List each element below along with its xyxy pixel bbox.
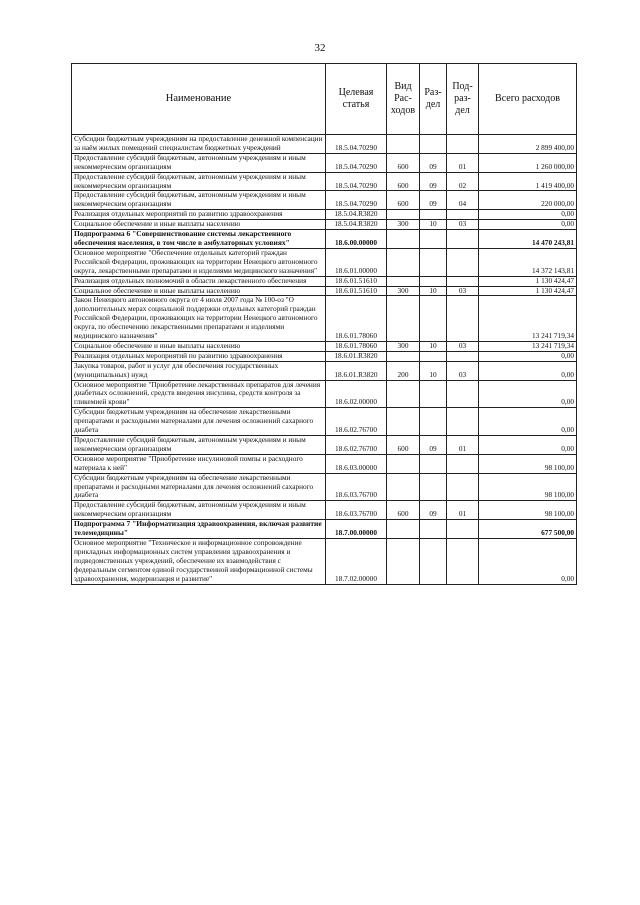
row-amount-cell: 13 241 719,34 — [479, 341, 577, 351]
row-target-cell: 18.6.02.76700 — [326, 436, 387, 455]
row-amount-cell: 677 500,00 — [479, 520, 577, 539]
row-name-cell: Предоставление субсидий бюджетным, автономным учреждениям и иным некоммерческим организациям — [72, 172, 326, 191]
row-expense-type-cell — [387, 135, 420, 154]
row-subsection-cell — [447, 276, 479, 286]
row-expense-type-cell: 300 — [387, 220, 420, 230]
row-section-cell — [420, 296, 447, 342]
row-subsection-cell — [447, 520, 479, 539]
row-section-cell: 10 — [420, 361, 447, 380]
table-row — [72, 520, 577, 539]
row-subsection-cell: 04 — [447, 191, 479, 210]
row-section-cell: 09 — [420, 172, 447, 191]
header-row — [72, 64, 577, 135]
table-row — [72, 286, 577, 296]
row-name-cell: Социальное обеспечение и иные выплаты населению — [72, 220, 326, 230]
table-row — [72, 248, 577, 276]
page-number: 32 — [314, 42, 326, 54]
row-name-cell: Реализация отдельных мероприятий по развитию здравоохранения — [72, 210, 326, 220]
row-target-cell: 18.6.03.00000 — [326, 454, 387, 473]
row-subsection-cell: 03 — [447, 361, 479, 380]
column-header-expense-type: Вид Рас-ходов — [387, 64, 420, 135]
row-name-cell: Закон Ненецкого автономного округа от 4 июля 2007 года № 100-оз "О дополнительных мерах социальной поддержки отдельных категорий граждан Российской Федерации, проживающих на территории Ненецкого автономного округа, по обеспечению лекарственными препаратами и изделиями медицинского назначения" — [72, 296, 326, 342]
column-header-total: Всего расходов — [479, 64, 577, 135]
row-expense-type-cell: 600 — [387, 191, 420, 210]
row-subsection-cell — [447, 135, 479, 154]
row-subsection-cell — [447, 230, 479, 249]
table-row — [72, 436, 577, 455]
table-row — [72, 276, 577, 286]
row-target-cell: 18.6.03.76700 — [326, 473, 387, 501]
row-target-cell: 18.5.04.70290 — [326, 172, 387, 191]
row-amount-cell: 0,00 — [479, 380, 577, 408]
row-target-cell: 18.5.04.70290 — [326, 135, 387, 154]
table-row — [72, 341, 577, 351]
row-expense-type-cell — [387, 380, 420, 408]
row-name-cell: Социальное обеспечение и иные выплаты населению — [72, 286, 326, 296]
row-subsection-cell: 02 — [447, 172, 479, 191]
row-section-cell — [420, 276, 447, 286]
row-target-cell: 18.6.02.76700 — [326, 408, 387, 436]
row-target-cell: 18.6.01.00000 — [326, 248, 387, 276]
table-body — [72, 135, 577, 585]
table-row — [72, 220, 577, 230]
row-expense-type-cell: 600 — [387, 172, 420, 191]
row-subsection-cell — [447, 473, 479, 501]
table-row — [72, 501, 577, 520]
row-target-cell: 18.7.02.00000 — [326, 538, 387, 584]
row-expense-type-cell: 300 — [387, 286, 420, 296]
row-target-cell: 18.6.01.51610 — [326, 286, 387, 296]
table-row — [72, 380, 577, 408]
row-expense-type-cell: 600 — [387, 501, 420, 520]
table-row — [72, 408, 577, 436]
row-target-cell: 18.6.01.R3820 — [326, 351, 387, 361]
row-amount-cell: 0,00 — [479, 351, 577, 361]
row-section-cell: 10 — [420, 341, 447, 351]
row-amount-cell: 14 372 143,81 — [479, 248, 577, 276]
row-name-cell: Основное мероприятие "Приобретение инсулиновой помпы и расходного материала к ней" — [72, 454, 326, 473]
row-subsection-cell: 01 — [447, 153, 479, 172]
row-expense-type-cell: 200 — [387, 361, 420, 380]
row-name-cell: Основное мероприятие "Техническое и информационное сопровождение прикладных информационных систем управления здравоохранения и подведомственных учреждений, обеспечение их взаимодействия с федеральным сегментом единой государственной информационной системы здравоохранения, модернизация и развитие" — [72, 538, 326, 584]
row-target-cell: 18.6.01.78060 — [326, 296, 387, 342]
table-row — [72, 191, 577, 210]
row-name-cell: Предоставление субсидий бюджетным, автономным учреждениям и иным некоммерческим организациям — [72, 153, 326, 172]
row-section-cell — [420, 230, 447, 249]
row-section-cell — [420, 380, 447, 408]
row-amount-cell: 98 100,00 — [479, 501, 577, 520]
table-row — [72, 135, 577, 154]
row-expense-type-cell — [387, 408, 420, 436]
row-subsection-cell — [447, 296, 479, 342]
row-expense-type-cell — [387, 473, 420, 501]
row-amount-cell: 0,00 — [479, 436, 577, 455]
row-amount-cell: 98 100,00 — [479, 454, 577, 473]
row-target-cell: 18.5.04.R3820 — [326, 220, 387, 230]
row-expense-type-cell: 600 — [387, 153, 420, 172]
row-amount-cell: 0,00 — [479, 220, 577, 230]
row-subsection-cell: 03 — [447, 341, 479, 351]
row-subsection-cell — [447, 210, 479, 220]
row-expense-type-cell — [387, 210, 420, 220]
row-target-cell: 18.6.02.00000 — [326, 380, 387, 408]
row-name-cell: Закупка товаров, работ и услуг для обеспечения государственных (муниципальных) нужд — [72, 361, 326, 380]
row-name-cell: Предоставление субсидий бюджетным, автономным учреждениям и иным некоммерческим организациям — [72, 501, 326, 520]
row-section-cell — [420, 408, 447, 436]
row-amount-cell: 1 260 000,00 — [479, 153, 577, 172]
row-section-cell — [420, 538, 447, 584]
row-subsection-cell: 01 — [447, 501, 479, 520]
row-amount-cell: 1 130 424,47 — [479, 276, 577, 286]
row-amount-cell: 13 241 719,34 — [479, 296, 577, 342]
row-name-cell: Основное мероприятие "Приобретение лекарственных препаратов для лечения диабетных осложнений, средств введения инсулина, средств контроля за гликемией крови" — [72, 380, 326, 408]
row-name-cell: Субсидии бюджетным учреждениям на предоставление денежной компенсации за наём жилых помещений специалистам бюджетных учреждений — [72, 135, 326, 154]
row-amount-cell: 0,00 — [479, 361, 577, 380]
table-row — [72, 230, 577, 249]
row-name-cell: Подпрограмма 6 "Совершенствование системы лекарственного обеспечения населения, в том числе в амбулаторных условиях" — [72, 230, 326, 249]
row-subsection-cell — [447, 380, 479, 408]
row-section-cell — [420, 351, 447, 361]
row-target-cell: 18.5.04.R3820 — [326, 210, 387, 220]
row-section-cell: 09 — [420, 191, 447, 210]
row-section-cell — [420, 473, 447, 501]
row-amount-cell: 14 470 243,81 — [479, 230, 577, 249]
row-expense-type-cell — [387, 230, 420, 249]
column-header-name: Наименование — [72, 64, 326, 135]
row-amount-cell: 0,00 — [479, 408, 577, 436]
table-row — [72, 454, 577, 473]
row-amount-cell: 1 130 424,47 — [479, 286, 577, 296]
table-row — [72, 172, 577, 191]
row-expense-type-cell — [387, 276, 420, 286]
row-section-cell — [420, 210, 447, 220]
row-expense-type-cell — [387, 538, 420, 584]
row-amount-cell: 220 000,00 — [479, 191, 577, 210]
row-expense-type-cell — [387, 351, 420, 361]
row-subsection-cell — [447, 538, 479, 584]
row-target-cell: 18.6.00.00000 — [326, 230, 387, 249]
row-amount-cell: 98 100,00 — [479, 473, 577, 501]
row-section-cell: 09 — [420, 501, 447, 520]
row-target-cell: 18.7.00.00000 — [326, 520, 387, 539]
row-expense-type-cell — [387, 454, 420, 473]
row-target-cell: 18.6.01.51610 — [326, 276, 387, 286]
table-row — [72, 153, 577, 172]
column-header-section: Раз-дел — [420, 64, 447, 135]
table-row — [72, 473, 577, 501]
budget-table — [71, 63, 577, 585]
row-name-cell: Реализация отдельных мероприятий по развитию здравоохранения — [72, 351, 326, 361]
row-expense-type-cell — [387, 296, 420, 342]
row-name-cell: Предоставление субсидий бюджетным, автономным учреждениям и иным некоммерческим организациям — [72, 436, 326, 455]
row-section-cell: 10 — [420, 220, 447, 230]
row-section-cell — [420, 520, 447, 539]
row-name-cell: Реализация отдельных полномочий в области лекарственного обеспечения — [72, 276, 326, 286]
row-subsection-cell — [447, 351, 479, 361]
row-amount-cell: 2 899 400,00 — [479, 135, 577, 154]
row-section-cell: 09 — [420, 436, 447, 455]
row-target-cell: 18.6.01.78060 — [326, 341, 387, 351]
row-subsection-cell: 01 — [447, 436, 479, 455]
row-name-cell: Подпрограмма 7 "Информатизация здравоохранения, включая развитие телемедицины" — [72, 520, 326, 539]
row-target-cell: 18.6.03.76700 — [326, 501, 387, 520]
row-subsection-cell — [447, 408, 479, 436]
column-header-target: Целевая статья — [326, 64, 387, 135]
row-expense-type-cell — [387, 520, 420, 539]
row-name-cell: Предоставление субсидий бюджетным, автономным учреждениям и иным некоммерческим организациям — [72, 191, 326, 210]
table-row — [72, 361, 577, 380]
row-subsection-cell: 03 — [447, 286, 479, 296]
row-name-cell: Социальное обеспечение и иные выплаты населению — [72, 341, 326, 351]
row-section-cell — [420, 454, 447, 473]
row-name-cell: Субсидии бюджетным учреждениям на обеспечение лекарственными препаратами и расходными материалами для лечения осложнений сахарного диабета — [72, 473, 326, 501]
row-section-cell: 10 — [420, 286, 447, 296]
row-target-cell: 18.5.04.70290 — [326, 153, 387, 172]
table-row — [72, 210, 577, 220]
row-expense-type-cell — [387, 248, 420, 276]
table-row — [72, 351, 577, 361]
row-subsection-cell — [447, 248, 479, 276]
row-subsection-cell: 03 — [447, 220, 479, 230]
row-target-cell: 18.5.04.70290 — [326, 191, 387, 210]
row-expense-type-cell: 600 — [387, 436, 420, 455]
row-section-cell: 09 — [420, 153, 447, 172]
row-amount-cell: 0,00 — [479, 210, 577, 220]
row-section-cell — [420, 135, 447, 154]
row-expense-type-cell: 300 — [387, 341, 420, 351]
row-amount-cell: 1 419 400,00 — [479, 172, 577, 191]
row-section-cell — [420, 248, 447, 276]
table-row — [72, 296, 577, 342]
row-subsection-cell — [447, 454, 479, 473]
row-name-cell: Субсидии бюджетным учреждениям на обеспечение лекарственными препаратами и расходными материалами для лечения осложнений сахарного диабета — [72, 408, 326, 436]
table-row — [72, 538, 577, 584]
row-target-cell: 18.6.01.R3820 — [326, 361, 387, 380]
row-amount-cell: 0,00 — [479, 538, 577, 584]
row-name-cell: Основное мероприятие "Обеспечение отдельных категорий граждан Российской Федерации, проживающих на территории Ненецкого автономного округа, лекарственными препаратами и изделиями медицинского назначения" — [72, 248, 326, 276]
column-header-subsection: Под-раз-дел — [447, 64, 479, 135]
